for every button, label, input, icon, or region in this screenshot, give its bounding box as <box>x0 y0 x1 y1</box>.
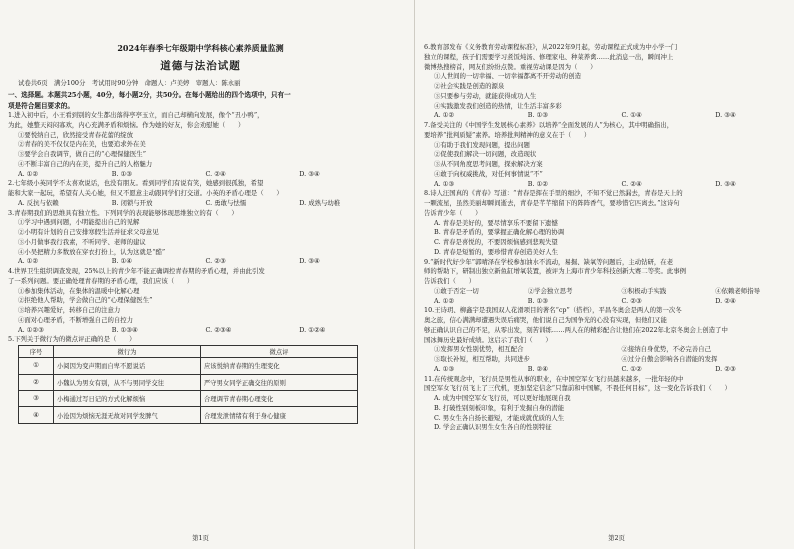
option: A. ①② <box>18 169 39 178</box>
q-line: ①有助于我们发现问题，提出问题 <box>434 140 530 149</box>
exam-meta: 试卷共6页 满分100分 考试用时90分钟 命题人：卢美婷 审题人：陈永丽 <box>18 79 241 87</box>
option: ④依赖老师指导 <box>715 286 760 295</box>
q-line: 2.七年级小英同学不太喜欢说话，也没有朋友。看到同学们有说有笑，她感到很孤独，希望 <box>8 179 264 188</box>
q-line: 11.在传统观念中，飞行员是男性从事的职业，在中国空军女飞行员越来越多，一批年轻的中 <box>424 374 684 383</box>
option: D. ③④ <box>299 257 320 266</box>
table-cell: ① <box>19 358 54 374</box>
option: C. 男女生各自扬长避短，才能成就优质的人生 <box>434 413 565 422</box>
table-row <box>19 390 358 406</box>
option: D. 学会正确认识男生女生各自的性别特征 <box>434 423 552 432</box>
table-cell: 应该悦纳青春期的生理变化 <box>201 358 358 374</box>
q-line: ②青春的美不仅仅是内在美，也要追求外在美 <box>18 140 146 149</box>
q-line: 要培养“批判质疑”素养。培养批判精神的意义在于（ ） <box>424 130 591 139</box>
option: D. ③④ <box>299 169 320 178</box>
answer-options <box>424 297 794 307</box>
q-line: 5.下列关于微行为的微点评正确的是（ ） <box>8 335 136 344</box>
q-line: 够正确认识自己的不足，从零出发，刻苦训练……两人在的精彩配合让他们在2022年北京冬奥会上创造了中 <box>424 325 728 334</box>
exam-subject: 道德与法治试题 <box>160 60 241 72</box>
option: D. ②④ <box>715 296 736 305</box>
q-line: 能和大家一起玩，希望有人关心她，但又不愿意主动跟同学们打交道。小英的矛盾心理是（ ） <box>8 189 283 198</box>
question-6 <box>424 43 794 121</box>
table-cell: ② <box>19 374 54 390</box>
option: B. ①③④ <box>111 325 138 334</box>
question-5 <box>8 335 393 423</box>
option: ③取长补短，相互帮助，共同进步 <box>434 355 530 363</box>
option: B. ①② <box>527 179 548 188</box>
answer-options <box>8 199 393 209</box>
answer-options <box>8 257 393 267</box>
table-cell: 小阅因为变声期而自卑不愿说话 <box>54 358 201 374</box>
answer-options <box>424 180 794 190</box>
q-line: 国空军女飞行员飞上了三代机，更加坚定信念“只靠前和中国解，不畏任何目标”，这一变化告诉我们（ ） <box>424 384 731 393</box>
q-line: 3.青春期我们的思维具有独立性。下列同学的表现能够体现思维独立的有（ ） <box>8 208 238 217</box>
q-line: 10.王诗玥、柳鑫宇是我国双人花滑项目的著名“cp”（搭档），平昌冬奥会是两人的第一次冬 <box>424 306 682 315</box>
q-line: 1.进入初中后，小王看到别的女生都出落得亭亭玉立，而自己却横向发展，像个“丑小鸭”， <box>8 111 264 120</box>
table-header-row <box>19 346 358 358</box>
option: A. ①③ <box>434 179 455 188</box>
table-cell: 合理发泄情绪有利于身心健康 <box>201 407 358 423</box>
option: D. ①②④ <box>299 325 326 334</box>
answer-options <box>424 365 794 375</box>
table-header: 序号 <box>19 346 54 358</box>
option: C. ②③ <box>205 257 226 266</box>
option: A. 反抗与依赖 <box>18 198 59 207</box>
table-header: 微点评 <box>201 346 358 358</box>
option: B. ①③ <box>527 111 548 120</box>
option: B. ②④ <box>527 364 548 373</box>
option: C. ②③ <box>621 296 642 305</box>
option: C. ②③④ <box>205 325 232 334</box>
option: C. 青春是喜悦的，不要因烦恼感到悲观失望 <box>434 238 558 246</box>
section-1-header <box>8 90 393 111</box>
option: D. 青春是短暂的，要珍惜青春创造美好人生 <box>434 247 558 256</box>
q-line: ④不断丰富自己的内在美，提升自己的人格魅力 <box>18 159 153 168</box>
option: A. ①② <box>434 111 455 120</box>
question-11 <box>424 375 794 434</box>
option: B. 青春是矛盾的，要掌握正确化解心理的协调 <box>434 228 565 237</box>
option: ④过分自傲会影响各自潜能的发挥 <box>621 355 718 363</box>
option: D. ③④ <box>715 179 736 188</box>
section-1-line: 一、选择题。本题共25小题，40分，每小题2分，共50分。在每小题给出的四个选项中，只有一 <box>8 91 291 99</box>
question-7 <box>424 121 794 189</box>
option: ②接纳自身优势，不必完善自己 <box>621 345 711 354</box>
option: C. ①② <box>621 364 642 373</box>
q-line: ③只要参与劳动，就能获得成功人生 <box>434 91 537 100</box>
table-cell: 小梅通过写日记的方式化解烦恼 <box>54 390 201 406</box>
table-cell: ④ <box>19 407 54 423</box>
question-9 <box>424 258 794 307</box>
question-8 <box>424 189 794 257</box>
answer-options <box>424 111 794 121</box>
option: B. 打破性别刻板印象，有利于发掘自身的潜能 <box>434 403 565 412</box>
option: A. ①③ <box>434 364 455 373</box>
option: A. ①②③ <box>18 325 44 334</box>
option: A. 成为中国空军女飞行员，可以更好地展现自我 <box>434 394 571 402</box>
option: A. ①② <box>434 296 455 305</box>
q-line: ①参加集体活动，在集体的温暖中化解心理 <box>18 286 140 295</box>
q-line: 9.“新时代好少年”郭晴泽在学校参加油水不流动，易掘、缺氧等问题后，主动钻研，在老 <box>424 257 674 266</box>
question-1 <box>8 111 393 179</box>
option: A. ①② <box>18 257 39 266</box>
table-row <box>19 374 358 390</box>
option: C. ②④ <box>205 169 226 178</box>
q-line: ④敢于向权威挑战，对任何事情说“不” <box>434 169 543 178</box>
option: A. 青春是美好的，要尽情享乐不要留下遗憾 <box>434 218 558 227</box>
question-2 <box>8 179 393 208</box>
q-line: 微博热搜榜首，网友们纷纷点赞。重视劳动课是因为（ ） <box>424 62 597 71</box>
option: B. ①③ <box>111 169 132 178</box>
option: C. ①④ <box>621 111 642 120</box>
table-cell: 严守男女同学正确交往的原则 <box>201 374 358 390</box>
table-header: 微行为 <box>54 346 201 358</box>
question-10 <box>424 306 794 374</box>
page-1 <box>8 0 393 549</box>
q-line: ②促使我们解决一切问题，改造现状 <box>434 150 537 159</box>
answer-options <box>8 170 393 180</box>
q-line: 奥之旅，信心满满却遭遇失误后痛哭，他们说自己为国争光的心没有实现，但他们又能 <box>424 316 667 324</box>
q-line: 国冰舞历史最好成绩。这启示了我们（ ） <box>424 335 552 344</box>
q-line: ④实践激发我们创造的热情，让生活丰富多彩 <box>434 101 562 110</box>
statement-options <box>424 287 794 297</box>
table-cell: 合理调节青春期心理变化 <box>201 390 358 406</box>
q-line: ③培养兴趣爱好，转移自己的注意力 <box>18 306 121 315</box>
option: D. ②③ <box>715 364 736 373</box>
q-line: ③小月做事我行我素，不听同学、老师的建议 <box>18 237 146 246</box>
q-line: 4.世界卫生组织调查发现，25%以上的青少年不能正确调控青春期的矛盾心理，并由此引发 <box>8 267 265 276</box>
q-line: ④小吴把精力多数放在穿衣打扮上，认为这就是“酷” <box>18 247 166 256</box>
statement-options <box>424 355 794 365</box>
page-2 <box>424 0 794 549</box>
statement-options <box>424 345 794 355</box>
table-row <box>19 358 358 374</box>
q-line: ①人世间的一切幸福、一切幸福都离不开劳动的创造 <box>434 72 581 81</box>
question-4 <box>8 267 393 335</box>
section-1-line: 项是符合题目要求的。 <box>8 101 74 110</box>
question-3 <box>8 209 393 268</box>
q-line: 为此，她整天闷闷寡欢，内心充满矛盾和烦恼。作为她的好友，你会劝慰她（ ） <box>8 120 245 129</box>
table-cell: 小沧因为烦恼无涯无故对同学发脾气 <box>54 407 201 423</box>
option: C. 勇敢与怯懦 <box>205 198 247 207</box>
q-line: 告诉青少年（ ） <box>424 208 482 217</box>
q-line: 7.备受关注的《中国学生发展核心素养》以培养“全面发展的人”为核心，其中明确指出， <box>424 121 674 129</box>
q-line: 一颗流星，虽然美丽却瞬间逝去，青春是芊芊缩留下的阵阵香气，要珍惜它匹离去。”这诗句 <box>424 199 680 207</box>
page-number: 第2页 <box>608 534 625 542</box>
q-line: ①学习中遇到问题，小明能提出自己的见解 <box>18 218 140 227</box>
q-line: ①要悦纳自己，欣然接受青春花蕾的绽放 <box>18 130 134 139</box>
q-line: ③要学会自我调节，做自己的“心理保健医生” <box>18 150 146 159</box>
option: C. ②④ <box>621 179 642 188</box>
exam-title: 2024年春季七年级期中学科核心素养质量监测 <box>117 43 284 53</box>
option: B. 闭锁与开放 <box>111 198 153 207</box>
page-number: 第1页 <box>192 534 209 542</box>
table-row <box>19 407 358 423</box>
page-fold-divider <box>414 0 415 549</box>
q-line: 6.教育部发布《义务教育劳动课程标准》，从2022年9月起，劳动课程正式成为中小学一门 <box>424 43 678 51</box>
option: ③积极动手实践 <box>621 286 667 295</box>
q-line: 告诉我们（ ） <box>424 277 476 285</box>
option: B. ①③ <box>527 296 548 305</box>
q-line: ②社会实践是创造的源泉 <box>434 82 505 90</box>
q-line: ③从不同角度思考问题，探索解决方案 <box>434 160 543 168</box>
answer-options <box>8 326 393 336</box>
behavior-table <box>18 345 358 424</box>
option: D. 成熟与幼稚 <box>299 198 341 207</box>
option: D. ③④ <box>715 111 736 120</box>
option: B. ①④ <box>111 257 132 266</box>
q-line: 师的帮助下，研制出独立新鱼缸增氧装置，被评为上海市青少年科技创新大赛二等奖。此事例 <box>424 267 687 276</box>
q-line: ②小明有计划的自己安排寒假生活并征求父母意见 <box>18 228 159 237</box>
option: ②学会独立思考 <box>527 286 573 295</box>
q-line: 了一系列问题。要正确处理青春期的矛盾心理，我们应该（ ） <box>8 276 194 285</box>
q-line: ④面对心理矛盾，不断增强自己的自控力 <box>18 315 134 324</box>
option: ①敢于否定一切 <box>434 286 479 295</box>
table-cell: 小魏认为男女有别，从不与男同学交往 <box>54 374 201 390</box>
option: ①发挥男女性别优势，相互配合 <box>434 345 524 354</box>
q-line: 8.诗人汪国真的《青春》写道：“青春是挥在手里的细沙，不知不觉已然漏去，青春是天上的 <box>424 189 683 198</box>
q-line: 独立的课程，孩子们需要学习煮饭炖汤、修理家电、种菜养禽……此消息一出，瞬间冲上 <box>424 52 674 61</box>
q-line: ②拒绝他人帮助，学会做自己的“心理保健医生” <box>18 296 153 305</box>
table-cell: ③ <box>19 390 54 406</box>
